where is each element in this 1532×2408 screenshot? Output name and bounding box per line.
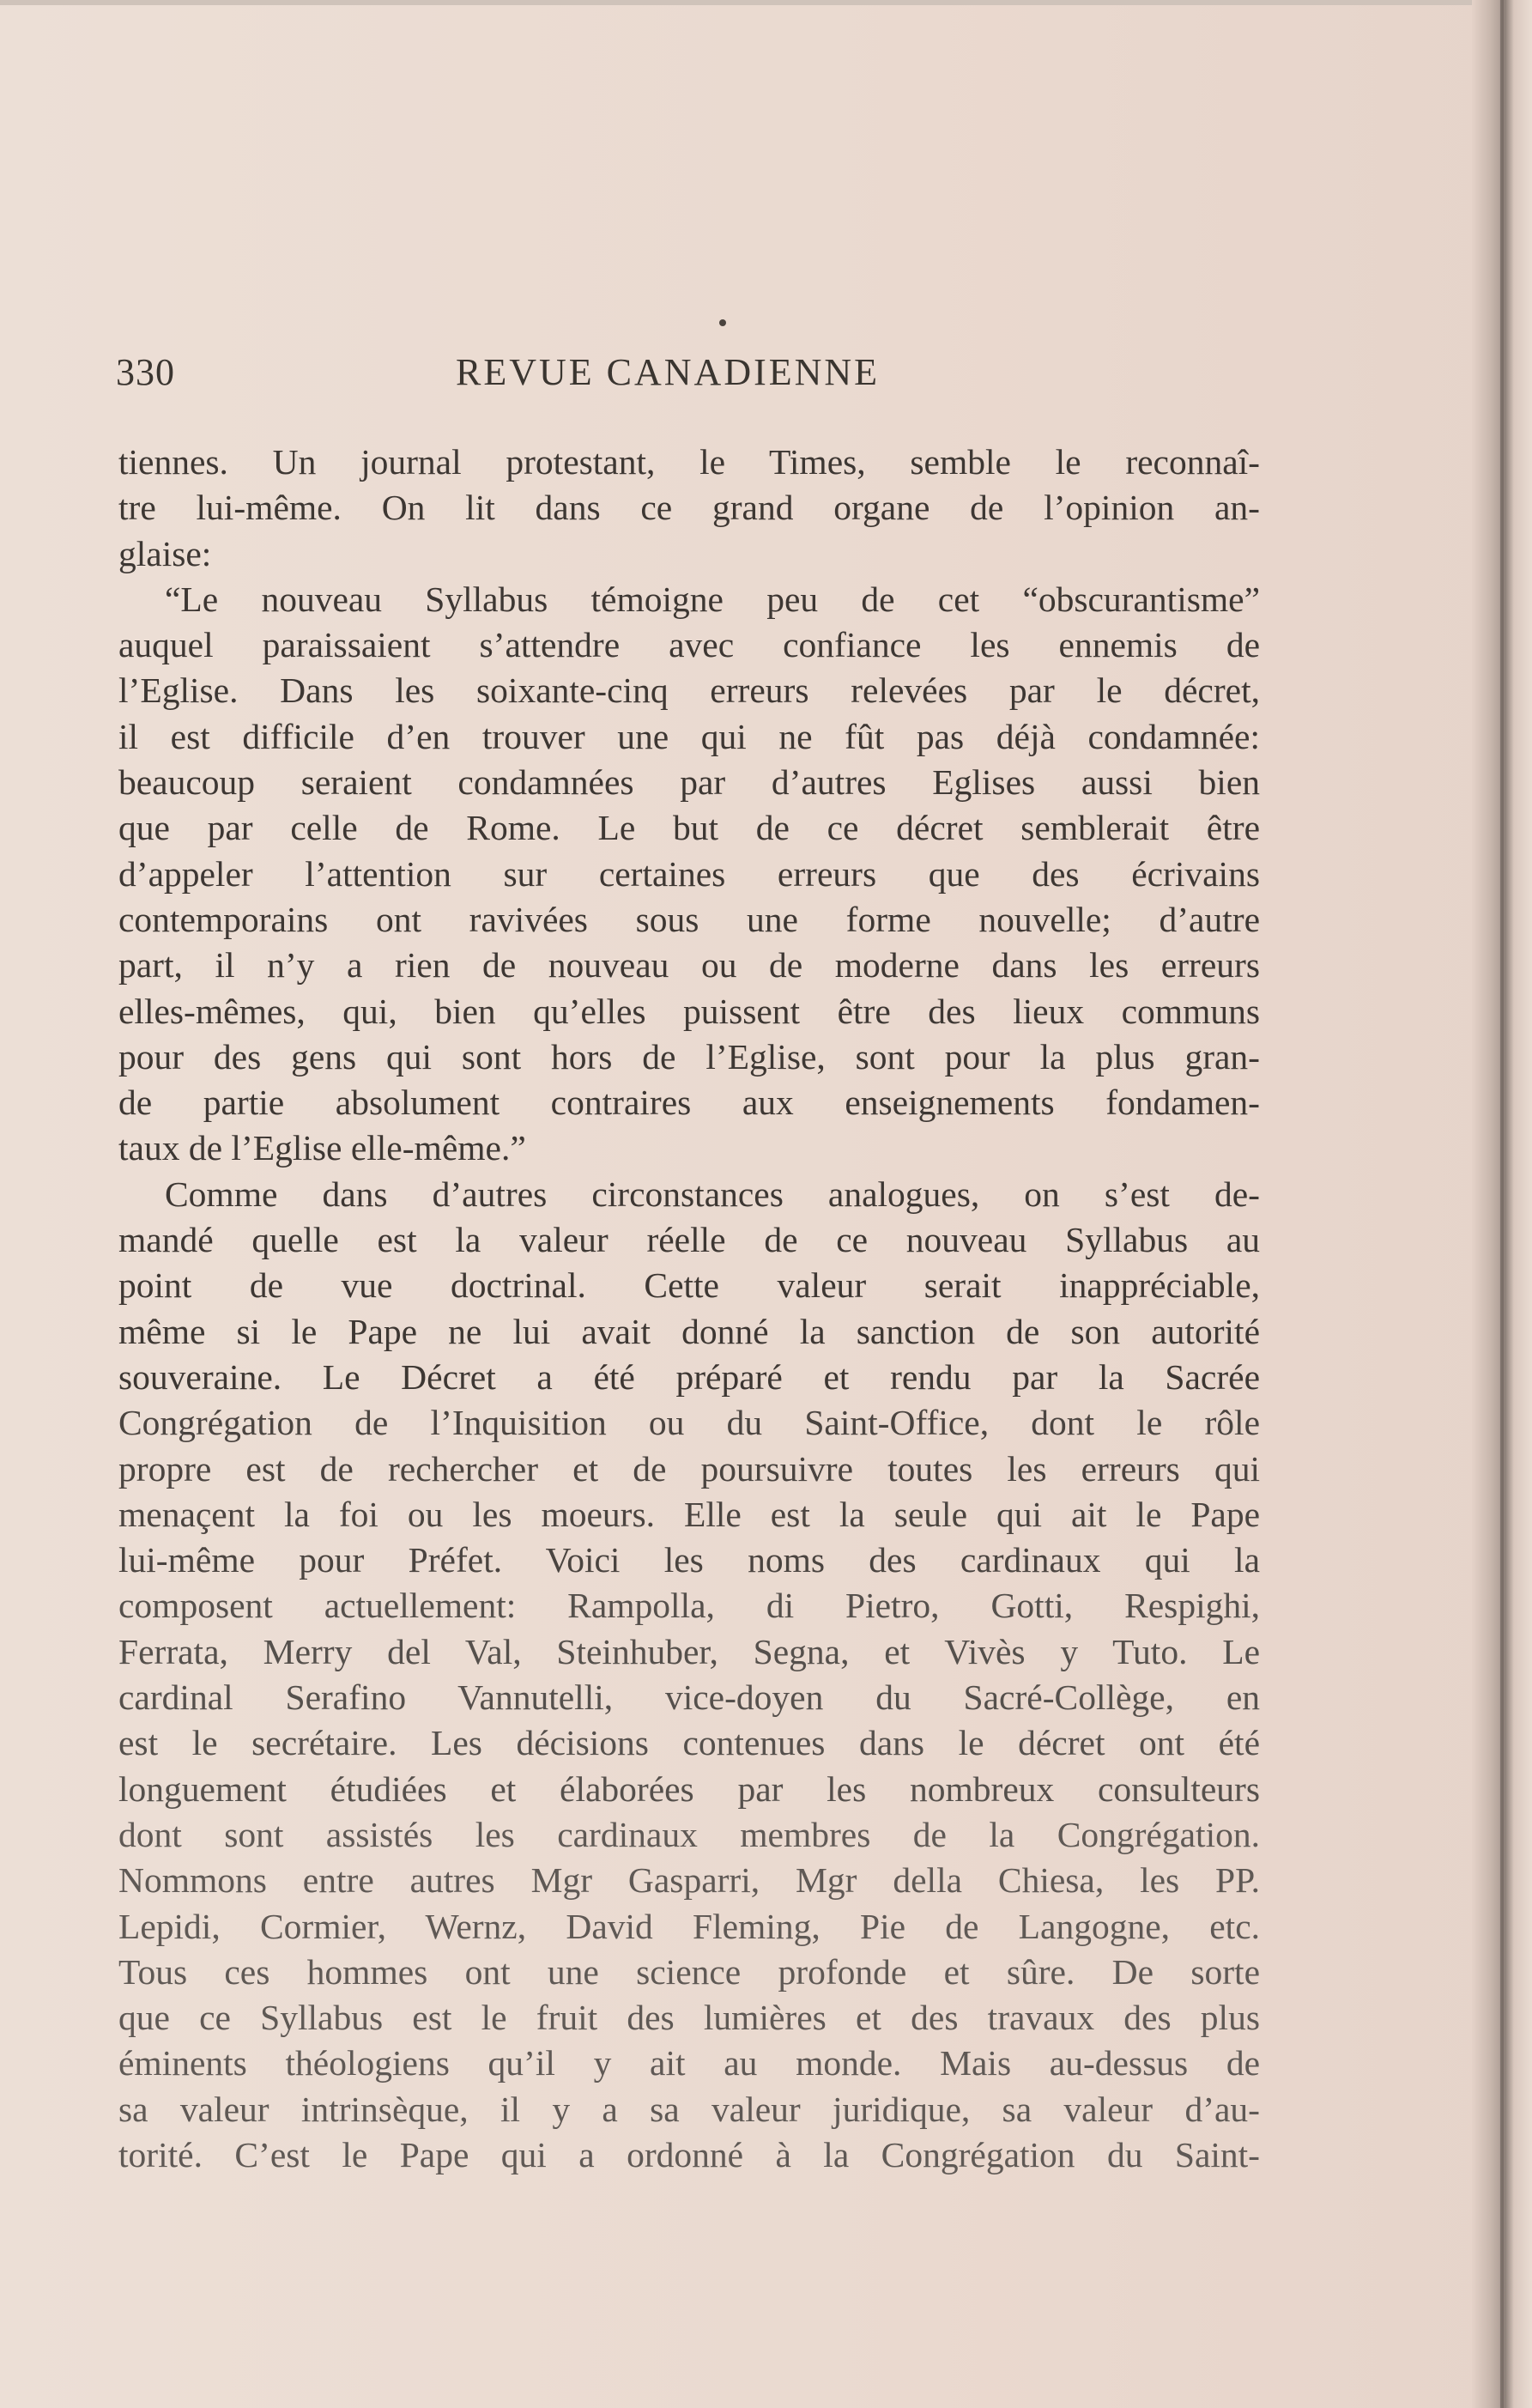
body-text bbox=[118, 440, 1260, 2178]
text-line: composent actuellement: Rampolla, di Pietro, Gotti, Respighi, bbox=[118, 1586, 1260, 1626]
text-line: il est difficile d’en trouver une qui ne fût pas déjà condamnée: bbox=[118, 716, 1260, 756]
text-line: Comme dans d’autres circonstances analogues, on s’est de- bbox=[165, 1174, 1260, 1214]
text-line: que ce Syllabus est le fruit des lumières et des travaux des plus bbox=[118, 1998, 1260, 2038]
text-line: “Le nouveau Syllabus témoigne peu de cet “obscurantisme” bbox=[165, 579, 1260, 619]
text-line: contemporains ont ravivées sous une forme nouvelle; d’autre bbox=[118, 899, 1260, 939]
text-line: glaise: bbox=[118, 533, 212, 573]
text-line: point de vue doctrinal. Cette valeur serait inappréciable, bbox=[118, 1265, 1260, 1306]
text-line: éminents théologiens qu’il y ait au monde. Mais au-dessus de bbox=[118, 2043, 1260, 2083]
text-line: tiennes. Un journal protestant, le Times, semble le reconnaî- bbox=[118, 442, 1260, 482]
text-line: longuement étudiées et élaborées par les nombreux consulteurs bbox=[118, 1768, 1260, 1809]
text-line: Tous ces hommes ont une science profonde et sûre. De sorte bbox=[118, 1951, 1260, 1992]
text-line: même si le Pape ne lui avait donné la sanction de son autorité bbox=[118, 1311, 1260, 1351]
text-line: Nommons entre autres Mgr Gasparri, Mgr della Chiesa, les PP. bbox=[118, 1860, 1260, 1901]
page-header bbox=[116, 350, 1275, 402]
running-head: REVUE CANADIENNE bbox=[456, 351, 881, 393]
text-line: Lepidi, Cormier, Wernz, David Fleming, Pie de Langogne, etc. bbox=[118, 1906, 1260, 1946]
print-mark bbox=[719, 319, 726, 326]
text-line: propre est de rechercher et de poursuivre toutes les erreurs qui bbox=[118, 1448, 1260, 1489]
text-line: beaucoup seraient condamnées par d’autres Eglises aussi bien bbox=[118, 762, 1260, 803]
text-line: tre lui-même. On lit dans ce grand organe de l’opinion an- bbox=[118, 488, 1260, 528]
text-line: torité. C’est le Pape qui a ordonné à la Congrégation du Saint- bbox=[118, 2134, 1260, 2174]
text-line: auquel paraissaient s’attendre avec confiance les ennemis de bbox=[118, 625, 1260, 665]
text-line: Ferrata, Merry del Val, Steinhuber, Segna, et Vivès y Tuto. Le bbox=[118, 1631, 1260, 1671]
text-line: part, il n’y a rien de nouveau ou de moderne dans les erreurs bbox=[118, 945, 1260, 986]
text-line: elles-mêmes, qui, bien qu’elles puissent être des lieux communs bbox=[118, 991, 1260, 1031]
text-line: cardinal Serafino Vannutelli, vice-doyen du Sacré-Collège, en bbox=[118, 1677, 1260, 1718]
text-line: est le secrétaire. Les décisions contenues dans le décret ont été bbox=[118, 1723, 1260, 1763]
text-line: lui-même pour Préfet. Voici les noms des cardinaux qui la bbox=[118, 1540, 1260, 1580]
text-line: souveraine. Le Décret a été préparé et rendu par la Sacrée bbox=[118, 1356, 1260, 1397]
page-number: 330 bbox=[116, 351, 175, 393]
gutter-shadow-line bbox=[1500, 0, 1504, 2408]
text-line: dont sont assistés les cardinaux membres de la Congrégation. bbox=[118, 1814, 1260, 1854]
text-line: mandé quelle est la valeur réelle de ce nouveau Syllabus au bbox=[118, 1220, 1260, 1260]
text-line: Congrégation de l’Inquisition ou du Saint-Office, dont le rôle bbox=[118, 1403, 1260, 1443]
page-top-edge bbox=[0, 0, 1532, 5]
text-line: l’Eglise. Dans les soixante-cinq erreurs relevées par le décret, bbox=[118, 670, 1260, 711]
text-line: pour des gens qui sont hors de l’Eglise, sont pour la plus gran- bbox=[118, 1036, 1260, 1077]
text-line: que par celle de Rome. Le but de ce décret semblerait être bbox=[118, 808, 1260, 848]
text-line: d’appeler l’attention sur certaines erreurs que des écrivains bbox=[118, 853, 1260, 894]
text-line: taux de l’Eglise elle-même.” bbox=[118, 1128, 526, 1168]
text-line: sa valeur intrinsèque, il y a sa valeur juridique, sa valeur d’au- bbox=[118, 2089, 1260, 2129]
text-line: de partie absolument contraires aux enseignements fondamen- bbox=[118, 1083, 1260, 1123]
text-line: menaçent la foi ou les moeurs. Elle est la seule qui ait le Pape bbox=[118, 1494, 1260, 1534]
